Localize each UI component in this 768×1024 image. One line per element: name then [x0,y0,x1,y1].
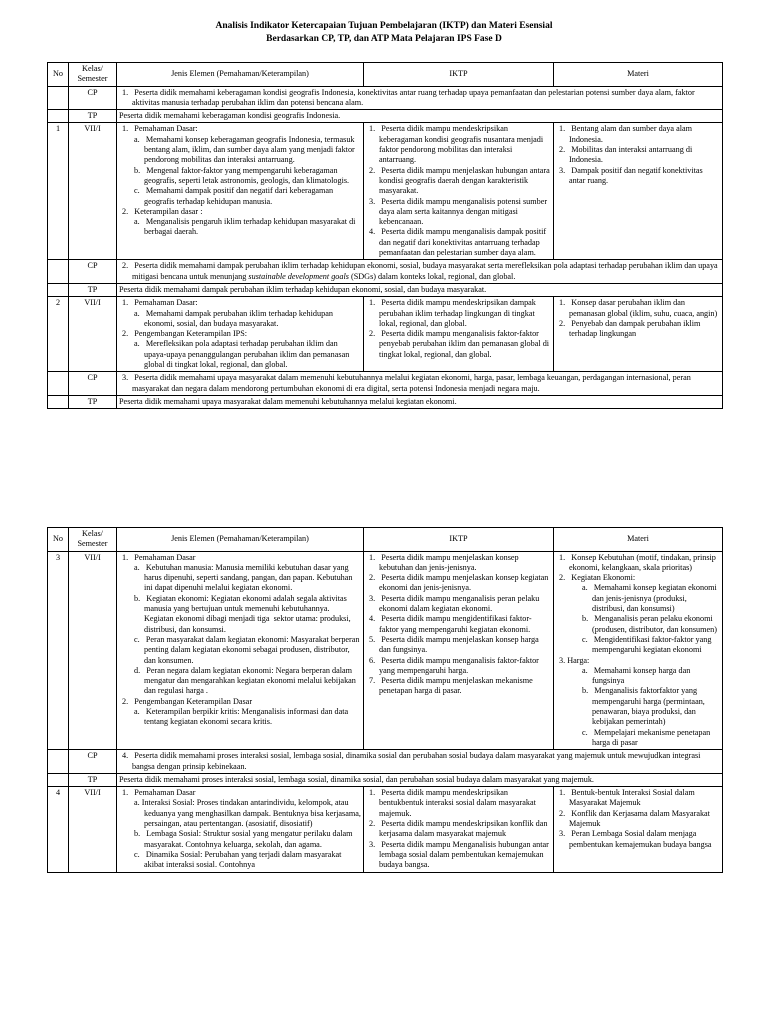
row-kelas: VII/I [69,787,117,872]
list-item: c. Mengidentifikasi faktor-faktor yang mempengaruhi kegiatan ekonomi [582,634,712,655]
header-materi: Materi [554,63,723,87]
list-item: 1. Konsep Kebutuhan (motif, tindakan, prinsip ekonomi, kelangkaan, skala prioritas) [559,552,716,572]
cp-statement: 4. Peserta didik memahami proses interaksi sosial, lembaga sosial, dinamika sosial dan perubahan sosial budaya dalam masyarakat yang majemuk untuk mewujudkan integrasi bangsa dengan prinsip kebinekaan. [122,751,701,771]
title-line-1: Analisis Indikator Ketercapaian Tujuan Pembelajaran (IKTP) dan Materi Esensial [215,21,553,31]
list-item: b. Menganalisis faktorfaktor yang mempengaruhi harga (permintaan, penawaran, biaya produksi, dan kebijakan pemerintah) [582,686,705,727]
content-row [48,297,723,372]
tp-label: TP [69,773,117,786]
header-no: No [48,63,69,87]
list-item: 1. Peserta didik mampu mendeskripsikan keberagaman kondisi geografis nusantara menjadi faktor pendorong mobilitas dan interaksi antarruang. [369,124,544,165]
cp-statement: 3. Peserta didik memahami upaya masyarakat dalam memenuhi kebutuhannya melalui kegiatan ekonomi, harga, pasar, lembaga keuangan, perdagangan internasional, peran masyarakat dan negara dalam mendorong pertumbuhan ekonomi di era digital, serta potensi Indonesia menjadi negara maju. [122,373,691,393]
cp-text [117,86,723,110]
list-item: 7. Peserta didik mampu menjelaskan mekanisme penetapan harga di pasar. [369,676,533,696]
header-row [48,528,723,552]
list-item: 2. Kegiatan Ekonomi: [559,573,636,583]
jenis-cell [117,787,364,872]
cp-text-part: (SDGs) dalam konteks lokal, regional, dan global. [348,271,516,281]
cp-statement: 1. Peserta didik memahami keberagaman kondisi geografis Indonesia, konektivitas antar ruang terhadap upaya pemanfaatan dan pelestarian potensi sumber daya alam, faktor aktivitas manusia terhadap perubahan iklim dan potensi bencana alam. [122,87,695,107]
row-number: 2 [48,297,69,372]
content-row [48,123,723,260]
header-materi: Materi [554,528,723,552]
list-item: 1. Peserta didik mampu mendeskripsikan dampak perubahan iklim terhadap lingkungan di tingkat lokal, regional, dan global. [369,298,536,328]
list-item: 1. Peserta didik mampu mendeskripsikan bentukbentuk interaksi sosial dalam masyarakat majemuk. [369,788,536,818]
content-row [48,787,723,872]
list-item: a. Merefleksikan pola adaptasi terhadap perubahan iklim dan upaya-upaya penanggulangan perubahan iklim dan pemanasan global di tingkat lokal, regional, dan global. [134,339,350,370]
list-item: 4. Peserta didik mampu menganalisis dampak positif dan negatif dari konektivitas antarruang terhadap pemanfaatan dan pelestarian sumber daya alam. [369,227,547,258]
cp-text-part: 2. Peserta didik memahami dampak perubahan iklim terhadap kehidupan ekonomi, sosial, budaya masyarakat serta merefleksikan pola adaptasi terhadap perubahan iklim dan upaya mitigasi bencana untuk menunjang [122,261,718,281]
row-kelas: VII/I [69,297,117,372]
cp-row [48,750,723,774]
tp-text: Peserta didik memahami proses interaksi sosial, lembaga sosial, dinamika sosial, dan perubahan sosial budaya dalam masyarakat yang majemuk. [117,773,723,786]
iktp-cell [364,551,554,750]
cp-statement [119,261,720,282]
header-iktp: IKTP [364,528,554,552]
list-item: 2. Konflik dan Kerjasama dalam Masyarakat Majemuk [559,808,710,829]
tp-label: TP [69,110,117,123]
cp-label: CP [69,260,117,284]
list-item: 2. Peserta didik mampu menjelaskan hubungan antara kondisi geografis daerah dengan karakteristik masyarakat. [369,165,550,196]
list-item: c. Peran masyarakat dalam kegiatan ekonomi: Masyarakat berperan penting dalam kegiatan ekonomi sebagai produsen, distributor, dan konsumen. [134,634,360,665]
materi-cell [554,297,723,372]
list-item: 2. Pengembangan Keterampilan IPS: [122,329,248,339]
list-item: 5. Peserta didik mampu menjelaskan konsep harga dan fungsinya. [369,634,539,655]
list-item: 2. Peserta didik mampu menjelaskan konsep kegiatan ekonomi dan jenis-jenisnya. [369,573,549,593]
cp-text [117,372,723,396]
header-no: No [48,528,69,552]
list-item: 3. Dampak positif dan negatif konektivitas antar ruang. [559,165,703,185]
analysis-table-2 [47,527,723,873]
header-iktp: IKTP [364,63,554,87]
header-jenis: Jenis Elemen (Pemahaman/Keterampilan) [117,528,364,552]
list-item: b. Menganalisis peran pelaku ekonomi (produsen, distributor, dan konsumen) [582,614,717,634]
list-item: d. Peran negara dalam kegiatan ekonomi: Negara berperan dalam mengatur dan mengarahkan kegiatan ekonomi melalui kebijakan dan regulasi harga . [134,665,356,696]
list-item: 4. Peserta didik mampu mengidentifikasi faktor-faktor yang mempengaruhi kegiatan ekonomi. [369,614,532,634]
tp-row [48,395,723,408]
tp-text: Peserta didik memahami upaya masyarakat dalam memenuhi kebutuhannya melalui kegiatan ekonomi. [117,395,723,408]
list-item: c. Mempelajari mekanisme penetapan harga di pasar [582,727,711,747]
list-item: 2. Keterampilan dasar : [122,206,203,216]
title-line-2: Berdasarkan CP, TP, dan ATP Mata Pelajaran IPS Fase D [266,34,502,44]
list-item: 1. Pemahaman Dasar [122,552,196,562]
cp-label: CP [69,372,117,396]
list-item: a. Memahami konsep keberagaman geografis Indonesia, termasuk bentang alam, iklim, dan sumber daya alam yang menjadi faktor pendorong mobilitas dan interaksi antarruang. [134,134,355,165]
list-item: c. Dinamika Sosial: Perubahan yang terjadi dalam masyarakat akibat interaksi sosial. Contohnya [134,849,342,870]
list-item: b. Lembaga Sosial: Struktur sosial yang mengatur perilaku dalam masyarakat. Contohnya keluarga, sekolah, dan agama. [134,829,353,849]
list-item: 1. Peserta didik mampu menjelaskan konsep kebutuhan dan jenis-jenisnya. [369,552,519,572]
list-item: b. Kegiatan ekonomi: Kegiatan ekonomi adalah segala aktivitas manusia yang bertujuan untuk memenuhi kebutuhannya. Kegiatan ekonomi dibagi menjadi tiga sektor utama: produksi, distribusi, dan konsumsi. [134,593,351,634]
row-number: 4 [48,787,69,872]
list-item: 3. Peserta didik mampu Menganalisis hubungan antar lembaga sosial dalam pembentukan kemajemukan budaya bangsa. [369,839,549,870]
list-item: a. Interaksi Sosial: Proses tindakan antarindividu, kelompok, atau keduanya yang menghasilkan dampak. Bentuknya bisa kerjasama, persaingan, atau pertentangan. (asosiatif, disosiatif) [134,798,361,829]
header-jenis: Jenis Elemen (Pemahaman/Keterampilan) [117,63,364,87]
list-item: 2. Penyebab dan dampak perubahan iklim terhadap lingkungan [559,318,701,339]
jenis-cell [117,123,364,260]
list-item: c. Memahami dampak positif dan negatif dari keberagaman geografis terhadap kehidupan manusia. [134,186,334,206]
list-item: 1. Pemahaman Dasar: [122,124,198,134]
list-item: 2. Peserta didik mampu mendeskripsikan konflik dan kerjasama dalam masyarakat majemuk [369,819,548,839]
row-kelas: VII/I [69,551,117,750]
header-kelas: Kelas/ Semester [69,528,117,552]
tp-row [48,110,723,123]
list-item: 1. Bentang alam dan sumber daya alam Indonesia. [559,124,693,144]
list-item: 3. Peserta didik mampu menganalisis peran pelaku ekonomi dalam kegiatan ekonomi. [369,593,540,614]
list-item: a. Keterampilan berpikir kritis: Menganalisis informasi dan data tentang kegiatan ekonomi secara kritis. [134,707,349,727]
cp-text [117,260,723,284]
cp-label: CP [69,750,117,774]
tp-label: TP [69,283,117,296]
content-row [48,551,723,750]
iktp-cell [364,123,554,260]
cp-row [48,86,723,110]
list-item: a. Memahami konsep kegiatan ekonomi dan jenis-jenisnya (produksi, distribusi, dan konsumsi) [582,583,717,614]
tp-text: Peserta didik memahami keberagaman kondisi geografis Indonesia. [117,110,723,123]
materi-cell [554,123,723,260]
list-item: a. Memahami dampak perubahan iklim terhadap kehidupan ekonomi, sosial, dan budaya masyarakat. [134,308,333,328]
cp-row [48,260,723,284]
tp-row [48,773,723,786]
jenis-cell [117,551,364,750]
row-number: 3 [48,551,69,750]
cp-row [48,372,723,396]
row-kelas: VII/I [69,123,117,260]
list-item: 1. Pemahaman Dasar: [122,298,198,308]
document-title [0,20,768,46]
list-item: 3. Peserta didik mampu menganalisis potensi sumber daya alam serta kaitannya dengan mitigasi kebencanaan. [369,196,548,227]
tp-label: TP [69,395,117,408]
iktp-cell [364,297,554,372]
list-item: 2. Pengembangan Keterampilan Dasar [122,696,253,706]
row-number: 1 [48,123,69,260]
tp-row [48,283,723,296]
list-item: 3. Peran Lembaga Sosial dalam menjaga pembentukan kemajemukan budaya bangsa [559,829,712,849]
list-item: a. Menganalisis pengaruh iklim terhadap kehidupan masyarakat di berbagai daerah. [134,217,356,237]
analysis-table-1 [47,62,723,409]
cp-label: CP [69,86,117,110]
list-item: b. Mengenal faktor-faktor yang mempengaruhi keberagaman geografis, seperti letak astronomis, geologis, dan klimatologis. [134,165,350,185]
list-item: 2. Peserta didik mampu menganalisis faktor-faktor penyebab perubahan iklim dan pemanasan global di tingkat lokal, regional, dan global. [369,329,550,359]
tp-text: Peserta didik memahami dampak perubahan iklim terhadap kehidupan ekonomi, sosial, dan budaya masyarakat. [117,283,723,296]
materi-cell [554,551,723,750]
cp-text [117,750,723,774]
list-item: 3. Harga: [559,655,590,665]
list-item: a. Memahami konsep harga dan fungsinya [582,665,691,686]
list-item: 6. Peserta didik mampu menganalisis faktor-faktor yang mempengaruhi harga. [369,655,539,675]
list-item: 1. Pemahaman Dasar [122,788,196,798]
list-item: 2. Mobilitas dan interaksi antarruang di Indonesia. [559,145,693,165]
iktp-cell [364,787,554,872]
header-kelas: Kelas/ Semester [69,63,117,87]
cp-text-italic: sustainable development goals [248,271,349,281]
jenis-cell [117,297,364,372]
list-item: 1. Bentuk-bentuk Interaksi Sosial dalam Masyarakat Majemuk [559,788,695,808]
list-item: 1. Konsep dasar perubahan iklim dan pemanasan global (iklim, suhu, cuaca, angin) [559,298,718,318]
materi-cell [554,787,723,872]
list-item: a. Kebutuhan manusia: Manusia memiliki kebutuhan dasar yang harus dipenuhi, seperti sandang, pangan, dan papan. Kebutuhan ini dapat dipenuhi melalui kegiatan ekonomi. [134,562,353,593]
header-row [48,63,723,87]
